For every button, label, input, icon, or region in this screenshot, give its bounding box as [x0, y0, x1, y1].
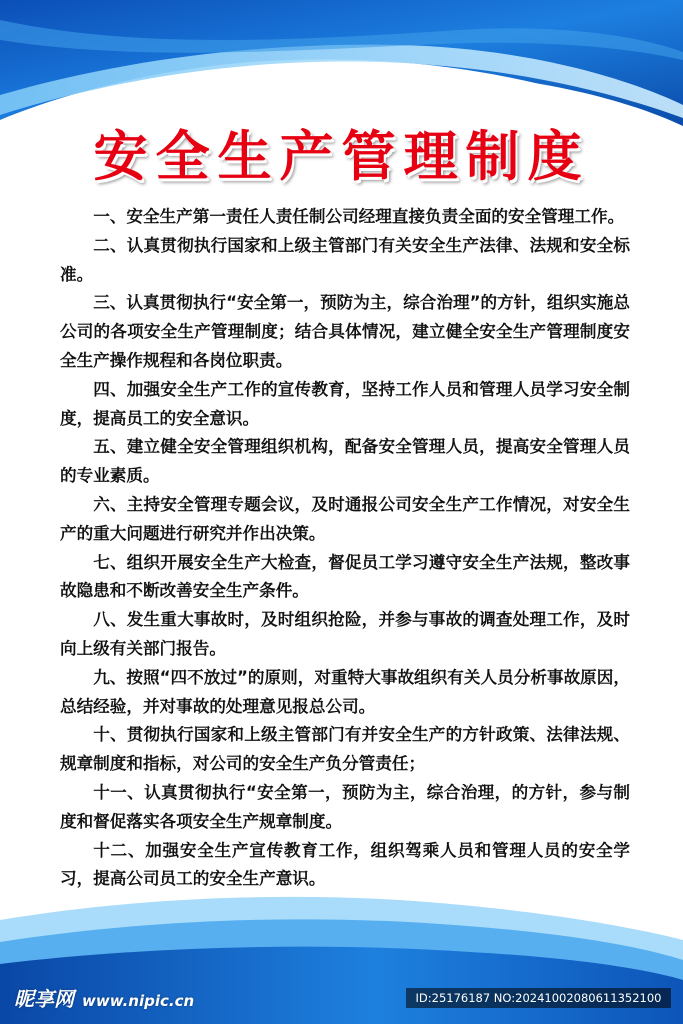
watermark-url: www.nipic.cn [82, 992, 195, 1010]
rule-item: 十二、加强安全生产宣传教育工作，组织驾乘人员和管理人员的安全学习，提高公司员工的安全生产意识。 [60, 840, 630, 889]
rule-item: 一、安全生产第一责任人责任制公司经理直接负责全面的安全管理工作。 [93, 207, 625, 226]
image-id-label: ID:25176187 NO:20241002080611352100 [406, 988, 671, 1008]
rule-item: 三、认真贯彻执行“安全第一，预防为主，综合治理”的方针，组织实施总公司的各项安全生产管理制度；结合具体情况，建立健全安全生产管理制度安全生产操作规程和各岗位职责。 [60, 293, 630, 370]
watermark-logo [14, 986, 194, 1012]
rule-item: 二、认真贯彻执行国家和上级主管部门有关安全生产法律、法规和安全标准。 [60, 235, 630, 284]
rule-item: 六、主持安全管理专题会议，及时通报公司安全生产工作情况，对安全生产的重大问题进行研究并作出决策。 [60, 494, 630, 543]
rule-item: 九、按照“四不放过”的原则，对重特大事故组织有关人员分析事故原因，总结经验，并对事故的处理意见报总公司。 [60, 667, 630, 716]
rule-item: 八、发生重大事故时，及时组织抢险，并参与事故的调查处理工作，及时向上级有关部门报告。 [60, 610, 630, 658]
rule-item: 十、贯彻执行国家和上级主管部门有并安全生产的方针政策、法律法规、规章制度和指标，对公司的安全生产负分管责任； [60, 725, 630, 774]
rule-item: 五、建立健全安全管理组织机构，配备安全管理人员，提高安全管理人员的专业素质。 [60, 437, 630, 486]
rules-list [60, 203, 630, 894]
rule-item: 七、组织开展安全生产大检查，督促员工学习遵守安全生产法规，整改事故隐患和不断改善安全生产条件。 [60, 552, 630, 601]
watermark-logo-text: 昵享网 [14, 987, 74, 1011]
rule-item: 四、加强安全生产工作的宣传教育，坚持工作人员和管理人员学习安全制度，提高员工的安全意识。 [60, 379, 630, 428]
rule-item: 十一、认真贯彻执行“安全第一，预防为主，综合治理，的方针，参与制度和督促落实各项安全生产规章制度。 [60, 782, 630, 831]
page-title: 安全生产管理制度 [93, 125, 590, 188]
